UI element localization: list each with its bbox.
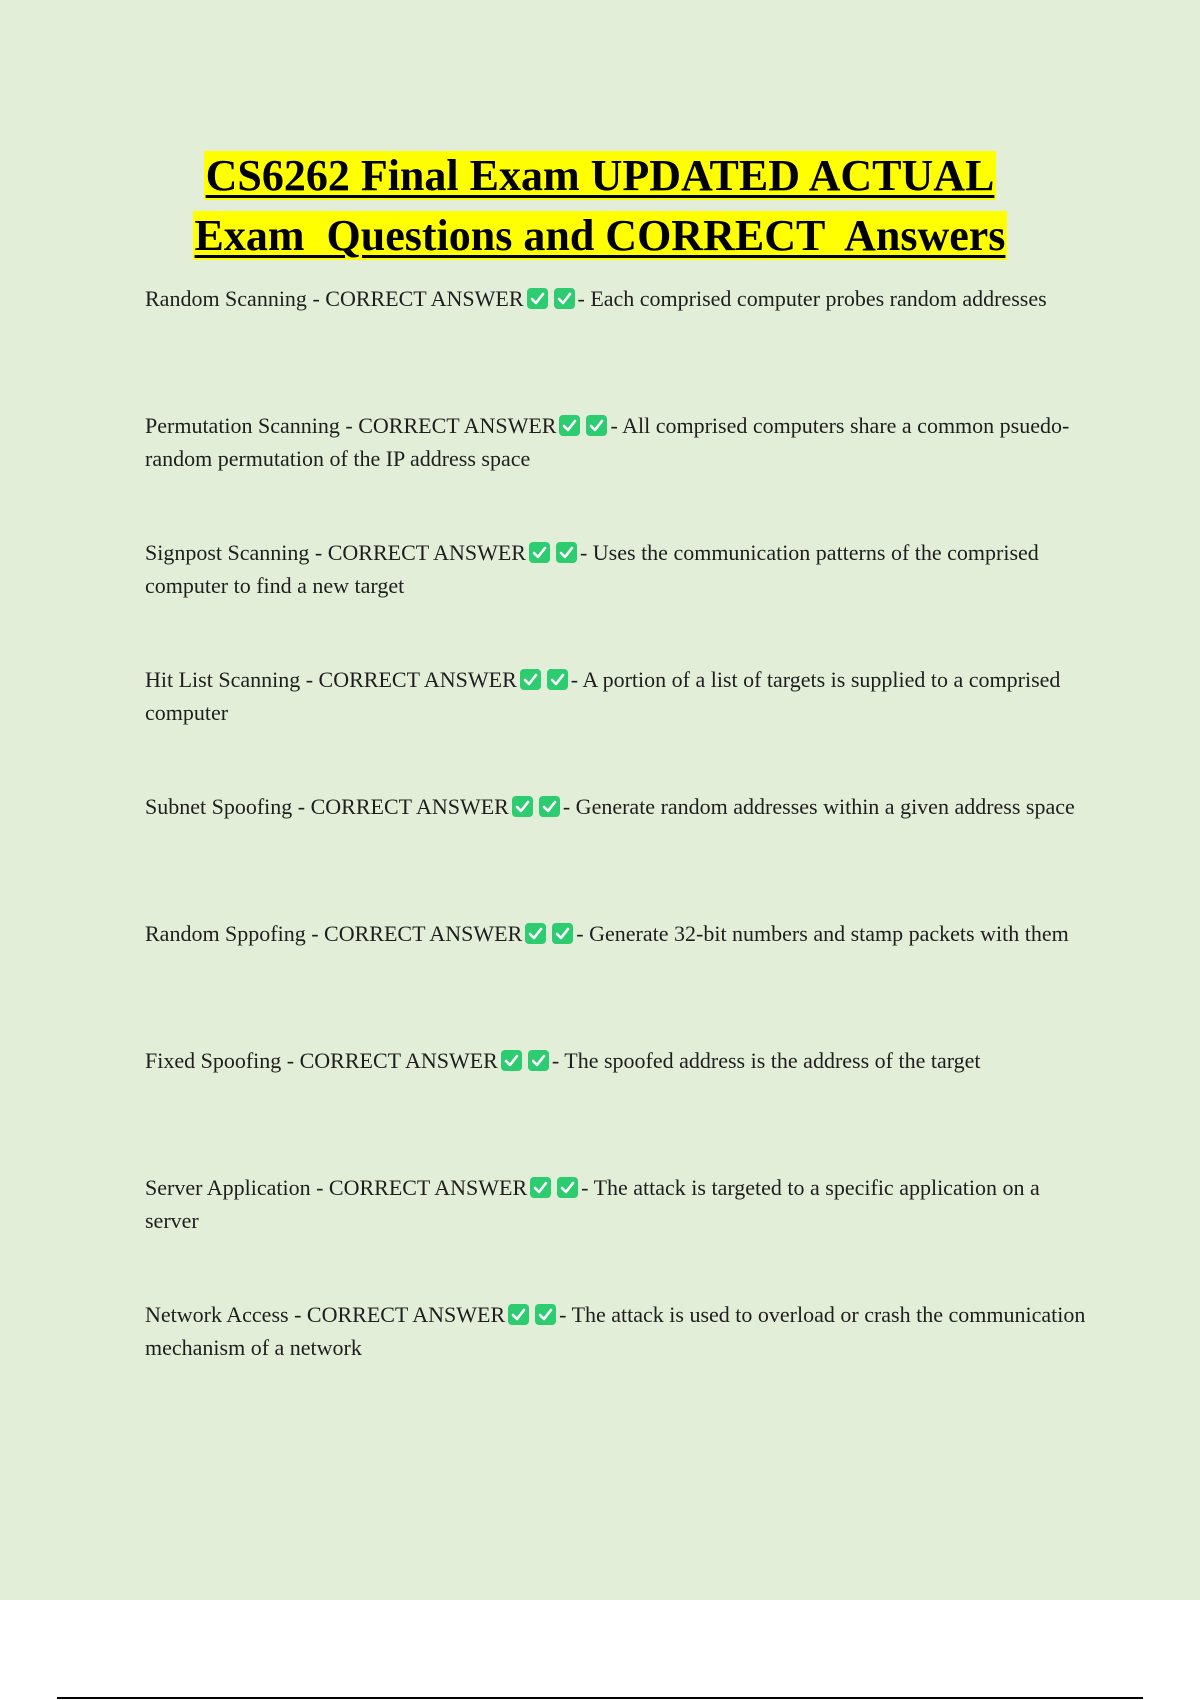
check-mark-button-icon — [554, 288, 575, 309]
title-line-1: CS6262 Final Exam UPDATED ACTUAL — [205, 151, 995, 200]
qa-answer: - The spoofed address is the address of the target — [551, 1048, 981, 1073]
correct-answer-label: - CORRECT ANSWER — [316, 1175, 528, 1200]
qa-item — [145, 282, 1095, 315]
check-mark-button-icon — [586, 415, 607, 436]
document-title — [0, 146, 1200, 266]
check-mark-button-icon — [529, 542, 550, 563]
qa-answer: - Each comprised computer probes random addresses — [577, 286, 1047, 311]
check-mark-button-icon — [557, 1177, 578, 1198]
qa-term: Permutation Scanning — [145, 413, 346, 438]
qa-term: Random Sppofing — [145, 921, 312, 946]
qa-term: Subnet Spoofing — [145, 794, 298, 819]
qa-item — [145, 1171, 1095, 1237]
correct-answer-label: - CORRECT ANSWER — [345, 413, 557, 438]
qa-term: Signpost Scanning — [145, 540, 315, 565]
check-mark-button-icon — [512, 796, 533, 817]
qa-answer: - Uses the communication patterns of the comprised computer to find a new target — [145, 540, 1039, 598]
qa-answer: - Generate random addresses within a given address space — [562, 794, 1075, 819]
check-mark-button-icon — [527, 288, 548, 309]
qa-item — [145, 1298, 1095, 1364]
qa-item — [145, 663, 1095, 729]
correct-answer-label: - CORRECT ANSWER — [297, 794, 509, 819]
qa-term: Fixed Spoofing — [145, 1048, 287, 1073]
qa-answer: - All comprised computers share a common psuedo-random permutation of the IP address space — [145, 413, 1070, 471]
qa-item — [145, 536, 1095, 602]
qa-answer: - The attack is targeted to a specific application on a server — [145, 1175, 1040, 1233]
qa-item — [145, 790, 1095, 823]
qa-answer: - Generate 32-bit numbers and stamp packets with them — [576, 921, 1069, 946]
correct-answer-label: - CORRECT ANSWER — [311, 921, 523, 946]
check-mark-button-icon — [535, 1304, 556, 1325]
check-mark-button-icon — [520, 669, 541, 690]
correct-answer-label: - CORRECT ANSWER — [286, 1048, 498, 1073]
qa-item — [145, 1044, 1095, 1077]
check-mark-button-icon — [556, 542, 577, 563]
qa-answer: - The attack is used to overload or crash the communication mechanism of a network — [145, 1302, 1086, 1360]
check-mark-button-icon — [528, 1050, 549, 1071]
check-mark-button-icon — [547, 669, 568, 690]
check-mark-button-icon — [530, 1177, 551, 1198]
qa-term: Server Application — [145, 1175, 317, 1200]
correct-answer-label: - CORRECT ANSWER — [314, 540, 526, 565]
qa-term: Hit List Scanning — [145, 667, 306, 692]
qa-answer: - A portion of a list of targets is supplied to a comprised computer — [145, 667, 1061, 725]
check-mark-button-icon — [501, 1050, 522, 1071]
qa-term: Network Access — [145, 1302, 295, 1327]
correct-answer-label: - CORRECT ANSWER — [312, 286, 524, 311]
qa-item — [145, 409, 1095, 475]
check-mark-button-icon — [552, 923, 573, 944]
check-mark-button-icon — [508, 1304, 529, 1325]
title-line-2: Exam Questions and CORRECT Answers — [194, 211, 1006, 260]
correct-answer-label: - CORRECT ANSWER — [305, 667, 517, 692]
footer-divider — [57, 1697, 1143, 1699]
check-mark-button-icon — [539, 796, 560, 817]
check-mark-button-icon — [525, 923, 546, 944]
qa-item — [145, 917, 1095, 950]
qa-term: Random Scanning — [145, 286, 313, 311]
correct-answer-label: - CORRECT ANSWER — [294, 1302, 506, 1327]
check-mark-button-icon — [559, 415, 580, 436]
